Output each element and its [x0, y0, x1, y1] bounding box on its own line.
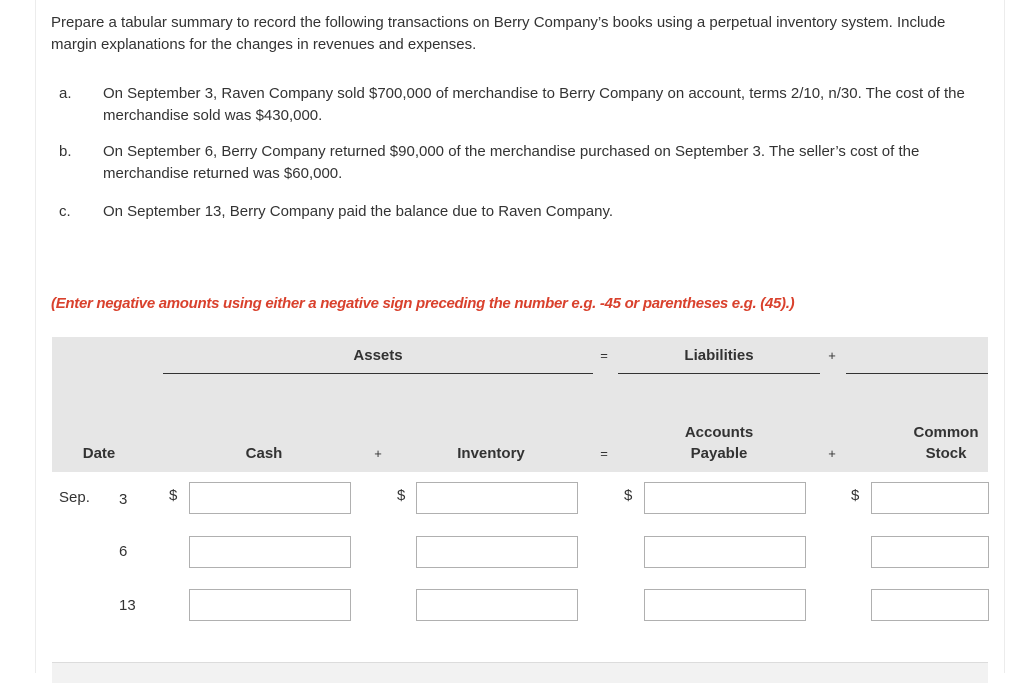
header-cs-line1: Common: [913, 424, 979, 441]
header-common-stock: [900, 422, 992, 464]
instructions: Prepare a tabular summary to record the following transactions on Berry Company’s books using a perpetual inventory system. Include margin explanations for the changes in revenues and expenses.: [51, 14, 946, 53]
liabilities-underline: [618, 373, 820, 374]
item-text: On September 13, Berry Company paid the balance due to Raven Company.: [103, 203, 614, 220]
cash-input-sep-3[interactable]: [189, 482, 351, 514]
equals-sign: =: [600, 348, 608, 363]
header-accounts-payable: [644, 422, 794, 464]
accounts-payable-input-sep-6[interactable]: [644, 536, 806, 568]
header-liabilities: Liabilities: [684, 347, 754, 364]
cash-input-sep-13[interactable]: [189, 589, 351, 621]
cash-input-sep-6[interactable]: [189, 536, 351, 568]
common-stock-input-sep-13[interactable]: [871, 589, 989, 621]
date-day: 3: [119, 491, 128, 508]
header-ap-line1: Accounts: [684, 424, 754, 441]
header-assets: Assets: [353, 347, 403, 364]
inventory-input-sep-13[interactable]: [416, 589, 578, 621]
inventory-input-sep-3[interactable]: [416, 482, 578, 514]
header-cash: Cash: [245, 445, 283, 462]
item-letter: a.: [59, 85, 72, 102]
equity-underline: [846, 373, 988, 374]
item-text: On September 3, Raven Company sold $700,000 of merchandise to Berry Company on account, terms 2/10, n/30. The cost of the merchandise sold was $430,000.: [103, 85, 965, 124]
currency-sign: $: [397, 487, 406, 504]
header-inventory: Inventory: [457, 445, 525, 462]
header-date: Date: [82, 445, 116, 462]
inventory-input-sep-6[interactable]: [416, 536, 578, 568]
assets-underline: [163, 373, 593, 374]
plus-sign: +: [828, 348, 836, 363]
currency-sign: $: [169, 487, 178, 504]
date-day: 6: [119, 543, 128, 560]
currency-sign: $: [624, 487, 633, 504]
plus-sign: +: [374, 446, 382, 461]
common-stock-input-sep-3[interactable]: [871, 482, 989, 514]
header-ap-line2: Payable: [690, 445, 748, 462]
date-month: Sep.: [59, 489, 90, 506]
plus-sign: +: [828, 446, 836, 461]
equals-sign: =: [600, 446, 608, 461]
common-stock-input-sep-6[interactable]: [871, 536, 989, 568]
date-day: 13: [119, 597, 136, 614]
accounts-payable-input-sep-3[interactable]: [644, 482, 806, 514]
currency-sign: $: [851, 487, 860, 504]
header-cs-line2: Stock: [925, 445, 967, 462]
item-letter: c.: [59, 203, 71, 220]
item-letter: b.: [59, 143, 72, 160]
negative-amount-note: (Enter negative amounts using either a negative sign preceding the number e.g. -45 or parentheses e.g. (45).): [51, 295, 795, 312]
accounts-payable-input-sep-13[interactable]: [644, 589, 806, 621]
item-text: On September 6, Berry Company returned $90,000 of the merchandise purchased on September 3. The seller’s cost of the merchandise returned was $60,000.: [103, 143, 920, 182]
